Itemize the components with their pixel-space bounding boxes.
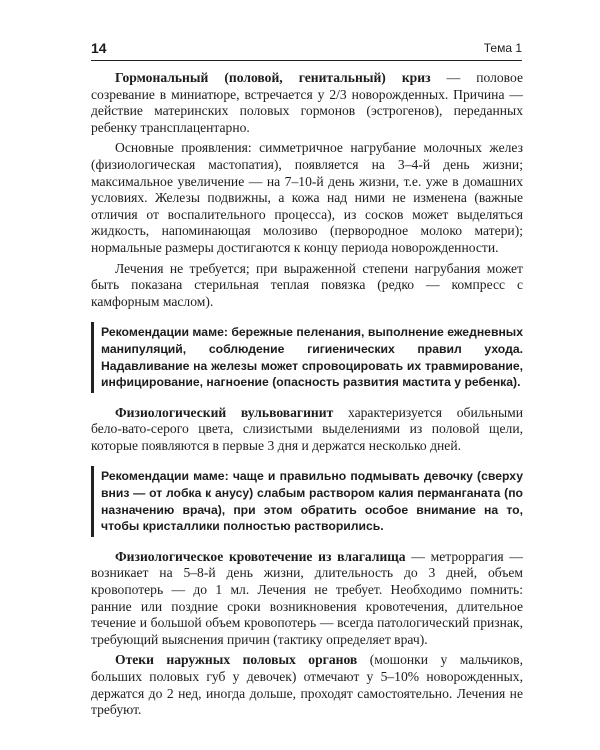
- text-vulvovaginitis: характеризуется обильными бело-вато-серого цвета, слизистыми выделениями из половой щели, которые появляются в первые 3 дня и держатся несколько дней.: [91, 404, 523, 453]
- term-edema: Отеки наружных половых органов: [115, 652, 358, 668]
- page-number: 14: [91, 40, 107, 56]
- text-hormonal-crisis: — половое созревание в миниатюре, встречается у 2/3 новорожденных. Причина — действие материнских половых гормонов (эстрогенов), переданных ребенку трансплацентарно.: [91, 70, 523, 135]
- paragraph-manifestations: Основные проявления: симметричное нагрубание молочных желез (физиологическая мастопатия), появляется на 3–4-й день жизни; максимальное увеличение — на 7–10-й день жизни, т.е. уже в домашних условиях. Железы подвижны, а кожа над ними не изменена (важные отличия от воспалительного процесса), из сосков может выделяться жидкость, напоминающая молозиво (первородное молоко матери); нормальные размеры достигаются к концу периода новорожденности.: [91, 140, 523, 255]
- term-bleeding: Физиологическое кровотечение из влагалища: [115, 548, 406, 564]
- term-hormonal-crisis: Гормональный (половой, генитальный) криз: [115, 70, 431, 85]
- callout-recommendation-1: [91, 322, 523, 392]
- page-body: [91, 70, 523, 723]
- term-vulvovaginitis: Физиологический вульвовагинит: [115, 404, 334, 420]
- callout-text-1: Рекомендации маме: бережные пеленания, выполнение ежедневных манипуляций, соблюдение гигиенических правил ухода. Надавливание на железы может спровоцировать их травмирование, инфицирование, нагноение (опасность развития мастита у ребенка).: [101, 325, 523, 390]
- paragraph-hormonal-crisis: [91, 70, 523, 136]
- page-header: [91, 40, 522, 60]
- paragraph-vulvovaginitis: [91, 405, 523, 455]
- text-edema: (мошонки у мальчиков, больших половых губ у девочек) отмечают у 5–10% новорожденных, держатся до 2 нед, иногда дольше, проходят самостоятельно. Лечения не требуют.: [91, 652, 523, 718]
- paragraph-edema: [91, 652, 523, 718]
- paragraph-bleeding: [91, 549, 523, 649]
- header-rule: [91, 60, 522, 61]
- callout-text-2: Рекомендации маме: чаще и правильно подмывать девочку (сверху вниз — от лобка к анусу) слабым раствором калия перманганата (по назначению врача), при этом обратить особое внимание на то, чтобы кристаллики полностью растворились.: [101, 469, 523, 534]
- text-bleeding: — метроррагия — возникает на 5–8-й день жизни, длительность до 3 дней, объем кровопотерь — до 1 мл. Лечения не требует. Необходимо помнить: ранние или поздние сроки возникновения кровотечения, длительное течение и большой объем кровопотерь — всегда патологический признак, требующий выяснения причин (тактику определяет врач).: [91, 548, 523, 647]
- paragraph-treatment: Лечения не требуется; при выраженной степени нагрубания может быть показана стерильная теплая повязка (редко — компресс с камфорным маслом).: [91, 260, 523, 309]
- callout-recommendation-2: [91, 466, 523, 536]
- running-head: Тема 1: [483, 41, 522, 55]
